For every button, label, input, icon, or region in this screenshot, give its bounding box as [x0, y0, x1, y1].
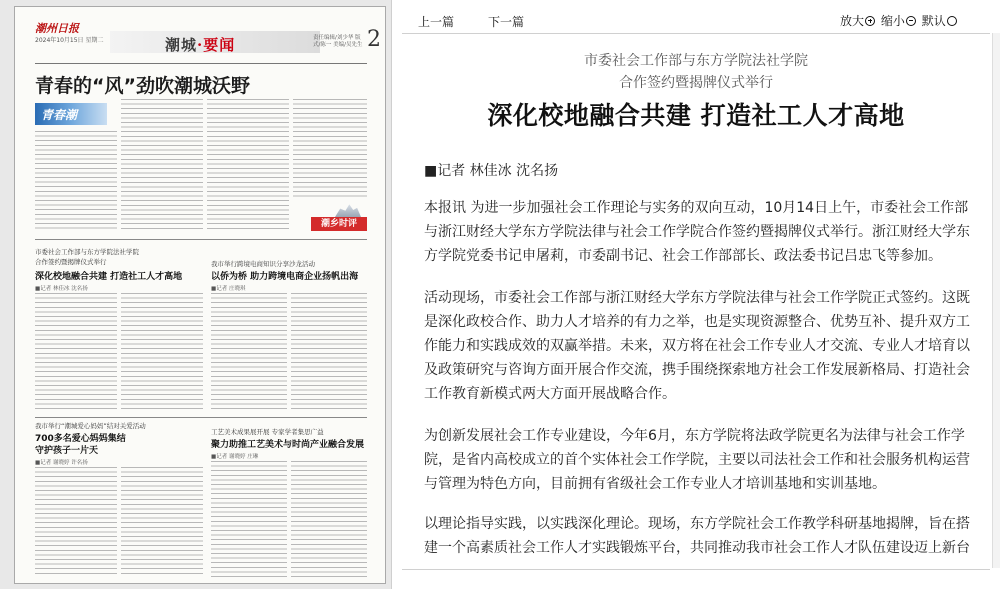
article-byline: ■记者 林佳冰 沈名扬: [424, 163, 559, 179]
prev-article-link[interactable]: 上一篇: [418, 15, 455, 29]
story4-kicker: 工艺美术成果展开展 专家学者集思广益: [211, 428, 324, 436]
story1-kicker-2: 合作签约暨揭牌仪式举行: [35, 258, 107, 266]
story3-headline-1[interactable]: 700多名爱心妈妈集结: [35, 434, 126, 444]
circle-icon: [947, 16, 957, 26]
zoom-default-label: 默认: [921, 14, 946, 28]
minus-icon: [906, 16, 916, 26]
article-paragraph: 本报讯 为进一步加强社会工作理论与实务的双向互动，10月14日上午，市委社会工作部与浙江财经大学东方学院法律与社会工作学院合作签约暨揭牌仪式举行。浙江财经大学东方学院党委书记申屠莉，市委副书记、社会工作部部长、政法委书记吕忠飞等参加。: [424, 200, 970, 264]
story3-byline: ■记者 谢晓婷 许名扬: [35, 460, 88, 466]
story2-kicker: 我市举行跨境电商知识分享沙龙活动: [211, 260, 315, 268]
masthead-date: 2024年10月15日 星期二: [35, 37, 104, 44]
lead-text-col-2: [121, 99, 203, 231]
story3-text-col-1: [35, 467, 117, 577]
story2-byline: ■记者 庄晓琪: [211, 286, 246, 292]
story1-headline[interactable]: 深化校地融合共建 打造社工人才高地: [35, 272, 183, 282]
zoom-out-label: 缩小: [880, 14, 905, 28]
story2-text-col-1: [211, 293, 287, 411]
story1-text-col-1: [35, 293, 117, 411]
story4-text-col-1: [211, 461, 287, 577]
story4-text-col-2: [291, 461, 367, 577]
page-number: 2: [367, 27, 381, 52]
masthead-logo: 潮州日报: [35, 22, 79, 35]
article-content[interactable]: [402, 33, 990, 570]
story1-text-col-2: [121, 293, 203, 411]
commentary-illustration: [335, 203, 361, 217]
story4-byline: ■记者 谢晓婷 庄琳: [211, 454, 259, 460]
section-right: 要闻: [203, 36, 236, 54]
zoom-in-button[interactable]: [840, 12, 875, 29]
lead-text-col-3: [207, 99, 289, 231]
zoom-out-button[interactable]: [881, 12, 916, 29]
masthead-meta: 责任编辑/刘少华 版式/陈一 美编/吴先生: [313, 35, 363, 48]
article-paragraph: 为创新发展社会工作专业建设，今年6月，东方学院将法政学院更名为法律与社会工作学院，是省内高校成立的首个实体社会工作学院，主要以司法社会工作和社会服务机构运营与管理为特色方向，目前拥有省级社会工作专业人才培训基地和实训基地。: [424, 428, 970, 492]
masthead-rule: [35, 63, 367, 64]
lead-headline[interactable]: 青春的“风”劲吹潮城沃野: [35, 75, 250, 97]
section-left: 潮城: [165, 36, 198, 54]
lead-banner-text: 青春潮: [41, 108, 78, 122]
masthead: [15, 7, 385, 65]
story1-byline: ■记者 林佳冰 沈名扬: [35, 286, 88, 292]
story4-headline[interactable]: 聚力助推工艺美术与时尚产业融合发展: [211, 440, 365, 450]
section-title: [165, 34, 235, 55]
article-subhead-1: 市委社会工作部与东方学院法社学院: [584, 53, 808, 69]
lead-text-col-1: [35, 131, 117, 231]
article-scrollbar[interactable]: [992, 33, 1000, 568]
plus-icon: [865, 16, 875, 26]
article-paragraph: 活动现场，市委社会工作部与浙江财经大学东方学院法律与社会工作学院正式签约。这既是深化政校合作、助力人才培养的有力之举，也是实现资源整合、优势互补、提升双方工作能力和实践成效的双赢举措。未来，双方将在社会工作专业人才交流、专业人才培育以及政策研究与咨询方面开展合作交流，携手围绕探索地方社会工作发展新格局、打造社会工作教育新模式两大方面开展战略合作。: [424, 290, 970, 402]
next-article-link[interactable]: 下一篇: [488, 15, 525, 29]
section-dot: ·: [197, 36, 204, 54]
commentary-tag: 潮乡时评: [311, 217, 367, 231]
story3-text-col-2: [121, 467, 203, 577]
article-paragraph: 以理论指导实践，以实践深化理论。现场，东方学院社会工作教学科研基地揭牌，旨在搭建一个高素质社会工作人才实践锻炼平台，共同推动我市社会工作人才队伍建设迈上新台: [424, 516, 970, 556]
story3-kicker: 我市举行“潮城爱心妈妈”结对关爱活动: [35, 422, 146, 430]
story2-text-col-2: [291, 293, 367, 411]
zoom-in-label: 放大: [840, 14, 865, 28]
zoom-default-button[interactable]: [922, 12, 957, 29]
zoom-controls: [838, 12, 957, 29]
divider-mid: [35, 239, 367, 240]
story3-headline-2[interactable]: 守护孩子一片天: [35, 446, 99, 456]
divider-lower: [35, 417, 367, 418]
story1-kicker-1: 市委社会工作部与东方学院法社学院: [35, 248, 139, 256]
story2-headline[interactable]: 以侨为桥 助力跨境电商企业扬帆出海: [211, 272, 359, 282]
newspaper-page[interactable]: [14, 6, 386, 584]
article-subhead-2: 合作签约暨揭牌仪式举行: [619, 75, 773, 91]
newspaper-page-panel: [0, 0, 392, 589]
lead-text-col-4: [293, 99, 367, 199]
article-title: 深化校地融合共建 打造社工人才高地: [487, 101, 905, 130]
